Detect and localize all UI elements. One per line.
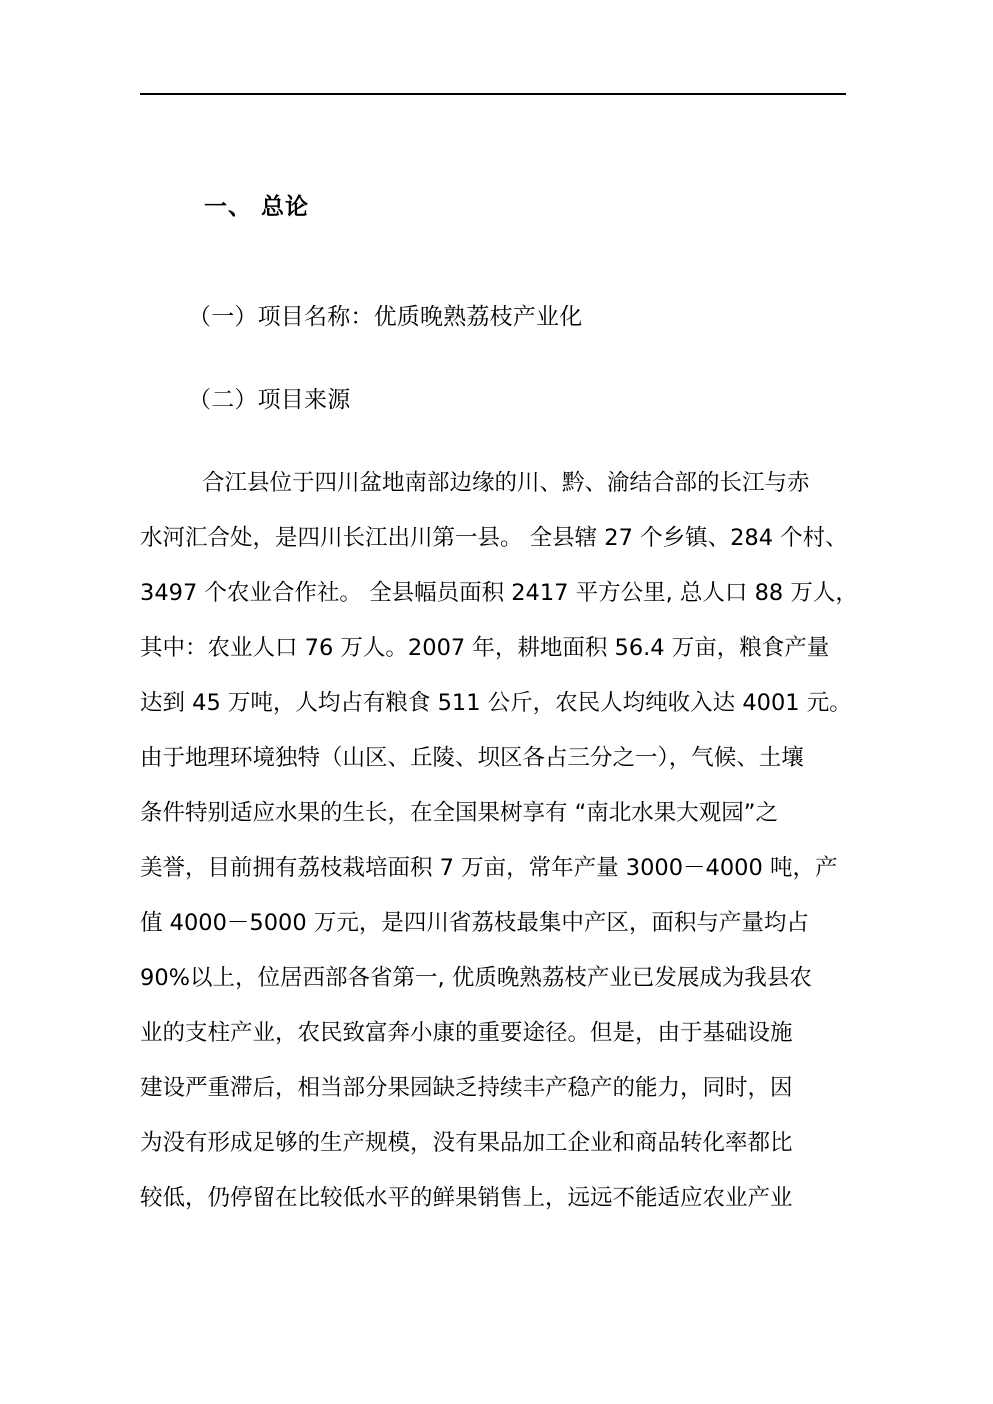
section-heading: 一、 总论	[204, 194, 310, 220]
paragraph-line: 其中：农业人口 76 万人。2007 年，耕地面积 56.4 万亩，粮食产量	[140, 635, 830, 661]
top-spacer	[140, 125, 850, 180]
paragraph-line: 由于地理环境独特（山区、丘陵、坝区各占三分之一），气候、土壤	[140, 745, 804, 771]
paragraph-line: 美誉，目前拥有荔枝栽培面积 7 万亩，常年产量 3000－4000 吨，产	[140, 855, 838, 881]
sub-item-project-source: （二）项目来源	[188, 387, 351, 413]
paragraph-line: 较低，仍停留在比较低水平的鲜果销售上，远远不能适应农业产业	[140, 1185, 793, 1211]
paragraph-line: 建设严重滞后，相当部分果园缺乏持续丰产稳产的能力，同时，因	[140, 1075, 793, 1101]
paragraph-line: 水河汇合处，是四川长江出川第一县。 全县辖 27 个乡镇、284 个村、	[140, 525, 848, 551]
sub-item-spacer-b	[140, 428, 850, 456]
document-body	[140, 125, 858, 1226]
sub-item-spacer-a	[140, 345, 850, 373]
heading-spacer	[140, 235, 850, 290]
paragraph-line: 90%以上，位居西部各省第一, 优质晚熟荔枝产业已发展成为我县农	[140, 965, 812, 991]
paragraph-line: 值 4000－5000 万元，是四川省荔枝最集中产区，面积与产量均占	[140, 910, 809, 936]
paragraph-line: 3497 个农业合作社。 全县幅员面积 2417 平方公里, 总人口 88 万人，	[140, 580, 858, 606]
body-paragraph	[140, 456, 858, 1226]
paragraph-line: 为没有形成足够的生产规模，没有果品加工企业和商品转化率都比	[140, 1130, 793, 1156]
paragraph-line: 合江县位于四川盆地南部边缘的川、黔、渝结合部的长江与赤	[202, 470, 810, 496]
sub-item-project-name: （一）项目名称：优质晚熟荔枝产业化	[188, 304, 583, 330]
paragraph-line: 达到 45 万吨，人均占有粮食 511 公斤，农民人均纯收入达 4001 元。	[140, 690, 852, 716]
paragraph-line: 条件特别适应水果的生长，在全国果树享有 “南北水果大观园”之	[140, 800, 778, 826]
paragraph-line: 业的支柱产业，农民致富奔小康的重要途径。但是，由于基础设施	[140, 1020, 793, 1046]
header-divider	[140, 93, 846, 95]
